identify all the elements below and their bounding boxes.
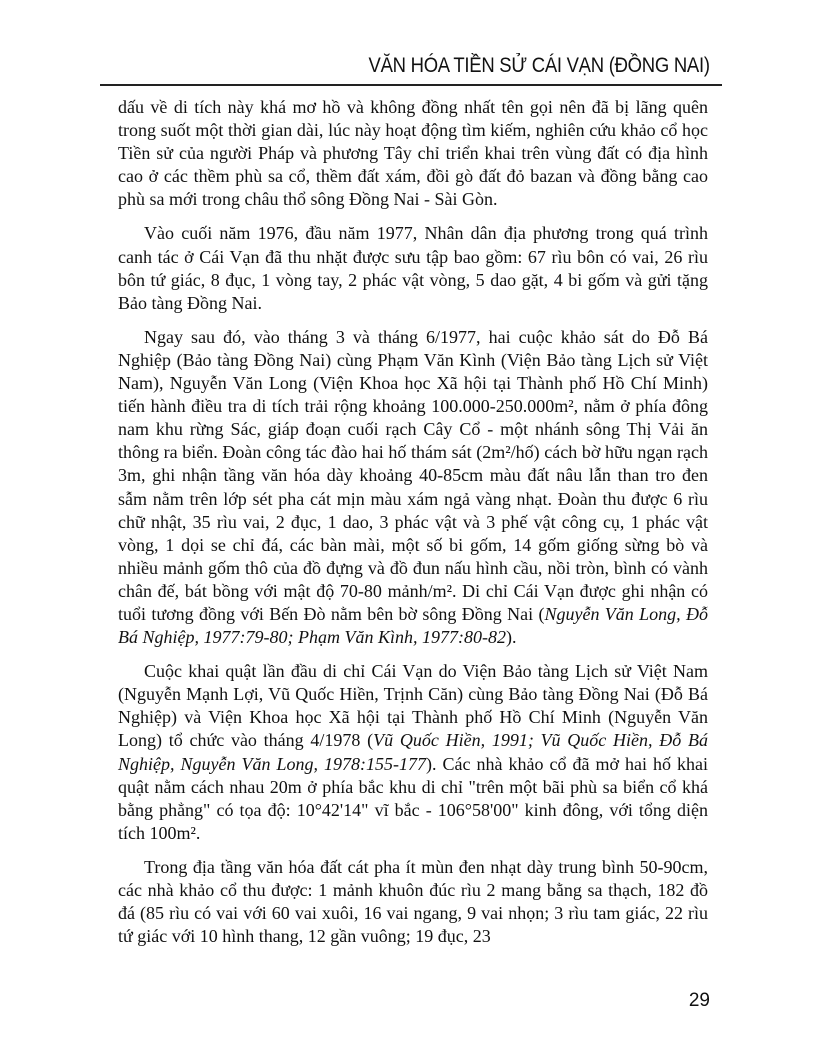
page-number: 29 bbox=[688, 990, 710, 1011]
paragraph bbox=[118, 856, 708, 948]
citation: Vũ Quốc Hiền, 1991; Vũ Quốc Hiền, Đỗ Bá Nghiệp, Nguyễn Văn Long, 1978:155-177 bbox=[118, 730, 708, 774]
paragraph bbox=[118, 326, 708, 649]
paragraph-text-tail: ). bbox=[505, 627, 517, 648]
header-divider bbox=[100, 84, 722, 86]
paragraph-text: Vào cuối năm 1976, đầu năm 1977, Nhân dân địa phương trong quá trình canh tác ở Cái Vạn đã thu nhặt được sưu tập bao gồm: 67 rìu bôn có vai, 26 rìu bôn tứ giác, 8 đục, 1 vòng tay, 2 phác vật vòng, 5 dao gặt, 4 bi gốm và gửi tặng Bảo tàng Đồng Nai. bbox=[118, 223, 708, 313]
paragraph-text: Trong địa tầng văn hóa đất cát pha ít mùn đen nhạt dày trung bình 50-90cm, các nhà khảo cổ thu được: 1 mảnh khuôn đúc rìu 2 mang bằng sa thạch, 182 đồ đá (85 rìu có vai với 60 vai xuôi, 16 vai ngang, 9 vai nhọn; 3 rìu tam giác, 22 rìu tứ giác với 10 hình thang, 12 gần vuông; 19 đục, 23 bbox=[118, 856, 708, 947]
paragraph-text: Ngay sau đó, vào tháng 3 và tháng 6/1977, hai cuộc khảo sát do Đỗ Bá Nghiệp (Bảo tàng Đồng Nai) cùng Phạm Văn Kình (Viện Bảo tàng Lịch sử Việt Nam), Nguyễn Văn Long (Viện Khoa học Xã hội tại Thành phố Hồ Chí Minh) tiến hành điều tra di tích trải rộng khoảng 100.000-250.000m², nằm ở phía đông nam khu rừng Sác, giáp đoạn cuối rạch Cây Cổ - một nhánh sông Thị Vải ăn thông ra biển. Đoàn công tác đào hai hố thám sát (2m²/hố) cách bờ hữu ngạn rạch 3m, ghi nhận tầng văn hóa dày khoảng 40-85cm màu đất nâu lẫn than tro đen sẫm nằm trên lớp sét pha cát mịn màu xám ngả vàng nhạt. Đoàn thu được 6 rìu chữ nhật, 35 rìu vai, 2 đục, 1 dao, 3 phác vật và 3 phế vật công cụ, 1 phác vật vòng, 1 dọi se chỉ đá, các bàn mài, một số bi gốm, 14 gốm giống sừng bò và nhiều mảnh gốm thô của đồ đựng và đồ đun nấu hình cầu, nồi tròn, bình có vành chân đế, bát bồng với mật độ 70-80 mảnh/m². Di chỉ Cái Vạn được ghi nhận có tuổi tương đồng với Bến Đò nằm bên bờ sông Đồng Nai ( bbox=[118, 326, 708, 624]
paragraph-text: Cuộc khai quật lần đầu di chỉ Cái Vạn do Viện Bảo tàng Lịch sử Việt Nam (Nguyễn Mạnh Lợi, Vũ Quốc Hiền, Trịnh Căn) cùng Bảo tàng Đồng Nai (Đỗ Bá Nghiệp) và Viện Khoa học Xã hội tại Thành phố Hồ Chí Minh (Nguyễn Văn Long) tổ chức vào tháng 4/1978 ( bbox=[118, 661, 708, 751]
running-header-title: VĂN HÓA TIỀN SỬ CÁI VẠN (ĐỒNG NAI) bbox=[368, 54, 710, 77]
body-text bbox=[118, 96, 708, 959]
paragraph-text-tail: ). Các nhà khảo cổ đã mở hai hố khai quật nằm cách nhau 20m ở phía bắc khu di chỉ "trên một bãi phù sa biển cổ khá bằng phẳng" có tọa độ: 10°42'14" vĩ bắc - 106°58'00" kinh đông, với tổng diện tích 100m². bbox=[118, 753, 708, 843]
paragraph-text: dấu về di tích này khá mơ hồ và không đồng nhất tên gọi nên đã bị lãng quên trong suốt một thời gian dài, lúc này hoạt động tìm kiếm, nghiên cứu khảo cổ học Tiền sử của người Pháp và phương Tây chỉ triển khai trên vùng đất có địa hình cao ở các thềm phù sa cổ, thềm đất xám, đồi gò đất đỏ bazan và đồng bằng cao phù sa mới trong châu thổ sông Đồng Nai - Sài Gòn. bbox=[118, 97, 708, 210]
paragraph bbox=[118, 222, 708, 314]
paragraph bbox=[118, 660, 708, 845]
citation: Nguyễn Văn Long, Đỗ Bá Nghiệp, 1977:79-80; Phạm Văn Kình, 1977:80-82 bbox=[118, 603, 708, 648]
paragraph bbox=[118, 96, 708, 211]
